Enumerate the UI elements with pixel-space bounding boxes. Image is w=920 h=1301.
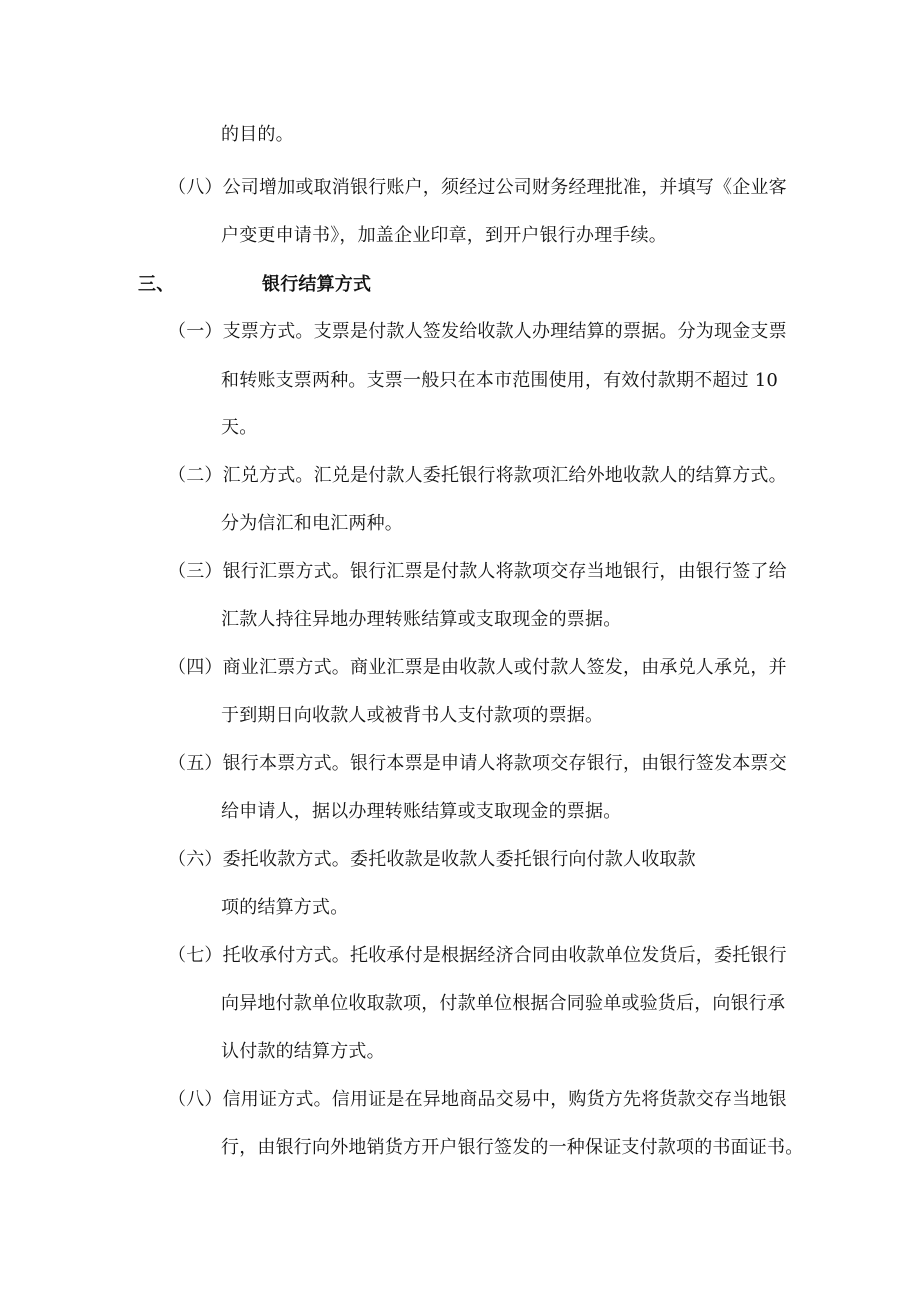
section-3-number: 三、 [138, 274, 175, 295]
item-8-account-line-1: （八）公司增加或取消银行账户，须经过公司财务经理批准，并填写《企业客 [168, 177, 787, 198]
item-7-line-2: 向异地付款单位收取款项，付款单位根据合同验单或验货后，向银行承 [221, 993, 786, 1014]
item-3-line-2: 汇款人持往异地办理转账结算或支取现金的票据。 [221, 609, 622, 630]
item-7-line-3: 认付款的结算方式。 [221, 1041, 385, 1062]
section-3-title: 银行结算方式 [262, 274, 372, 295]
item-5-line-2: 给申请人，据以办理转账结算或支取现金的票据。 [221, 801, 622, 822]
item-4-line-2: 于到期日向收款人或被背书人支付款项的票据。 [221, 705, 604, 726]
item-2-line-1: （二）汇兑方式。汇兑是付款人委托银行将款项汇给外地收款人的结算方式。 [168, 465, 787, 486]
item-6-line-2: 项的结算方式。 [221, 897, 349, 918]
item-8-line-2: 行，由银行向外地销货方开户银行签发的一种保证支付款项的书面证书。 [221, 1137, 804, 1158]
item-7-line-1: （七）托收承付方式。托收承付是根据经济合同由收款单位发货后，委托银行 [168, 945, 787, 966]
item-5-line-1: （五）银行本票方式。银行本票是申请人将款项交存银行，由银行签发本票交 [168, 753, 787, 774]
item-1-line-2: 和转账支票两种。支票一般只在本市范围使用，有效付款期不超过 10 [221, 370, 779, 391]
item-4-line-1: （四）商业汇票方式。商业汇票是由收款人或付款人签发，由承兑人承兑，并 [168, 657, 787, 678]
item-6-line-1: （六）委托收款方式。委托收款是收款人委托银行向付款人收取款 [168, 849, 696, 870]
item-1-line-1: （一）支票方式。支票是付款人签发给收款人办理结算的票据。分为现金支票 [168, 321, 787, 342]
item-8-line-1: （八）信用证方式。信用证是在异地商品交易中，购货方先将货款交存当地银 [168, 1089, 787, 1110]
item-3-line-1: （三）银行汇票方式。银行汇票是付款人将款项交存当地银行，由银行签了给 [168, 561, 787, 582]
intro-continuation-line: 的目的。 [221, 124, 294, 145]
item-2-line-2: 分为信汇和电汇两种。 [221, 513, 403, 534]
item-1-line-3: 天。 [221, 417, 258, 438]
item-8-account-line-2: 户变更申请书》，加盖企业印章，到开户银行办理手续。 [221, 225, 667, 246]
